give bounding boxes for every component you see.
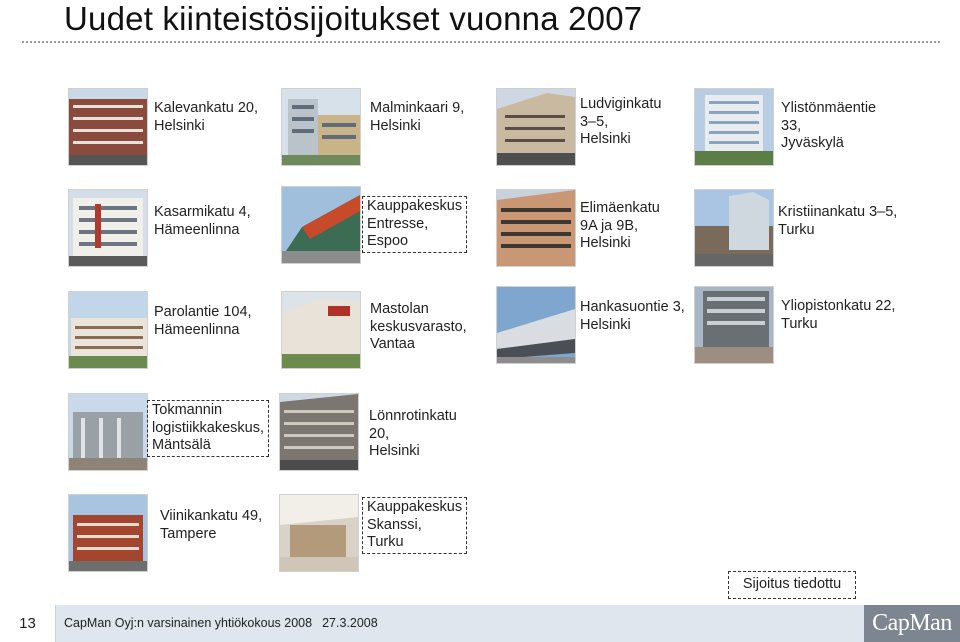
property-label: Elimäenkatu 9A ja 9B, Helsinki — [580, 200, 660, 251]
property-label: Viinikankatu 49, Tampere — [160, 508, 263, 542]
legend-announced-investment: Sijoitus tiedottu — [728, 571, 856, 599]
building-photo — [694, 286, 774, 364]
building-photo — [68, 494, 148, 572]
building-photo — [279, 393, 359, 471]
property-label: Ludviginkatu 3–5, Helsinki — [580, 96, 662, 147]
footer-date: 27.3.2008 — [322, 616, 378, 630]
page-number: 13 — [0, 605, 56, 642]
building-photo — [496, 286, 576, 364]
building-photo — [281, 291, 361, 369]
footer-event: CapMan Oyj:n varsinainen yhtiökokous 2008 — [64, 616, 313, 630]
footer-text — [64, 605, 388, 642]
property-label-announced: Kauppakeskus Skanssi, Turku — [362, 497, 467, 554]
property-label: Hankasuontie 3, Helsinki — [580, 299, 685, 333]
building-photo — [281, 186, 361, 264]
building-photo — [68, 291, 148, 369]
building-photo — [68, 88, 148, 166]
property-label: Kalevankatu 20, Helsinki — [154, 100, 258, 134]
building-photo — [279, 494, 359, 572]
capman-logo: CapMan — [864, 605, 960, 642]
footer-bar — [0, 605, 960, 642]
building-photo — [281, 88, 361, 166]
property-label: Parolantie 104, Hämeenlinna — [154, 304, 252, 338]
building-photo — [496, 189, 576, 267]
property-label: Yliopistonkatu 22, Turku — [781, 298, 896, 332]
property-label: Kristiinankatu 3–5, Turku — [778, 204, 898, 238]
building-photo — [496, 88, 576, 166]
property-label: Malminkaari 9, Helsinki — [370, 100, 465, 134]
title-divider — [22, 41, 940, 43]
building-photo — [68, 189, 148, 267]
property-label: Lönnrotinkatu 20, Helsinki — [369, 408, 457, 459]
slide-title: Uudet kiinteistösijoitukset vuonna 2007 — [64, 0, 643, 37]
property-label-announced: Kauppakeskus Entresse, Espoo — [362, 196, 467, 253]
building-photo — [694, 88, 774, 166]
building-photo — [68, 393, 148, 471]
property-label: Mastolan keskusvarasto, Vantaa — [370, 301, 467, 352]
property-label: Kasarmikatu 4, Hämeenlinna — [154, 204, 251, 238]
property-label-announced: Tokmannin logistiikkakeskus, Mäntsälä — [147, 400, 269, 457]
building-photo — [694, 189, 774, 267]
property-label: Ylistönmäentie 33, Jyväskylä — [781, 100, 877, 151]
